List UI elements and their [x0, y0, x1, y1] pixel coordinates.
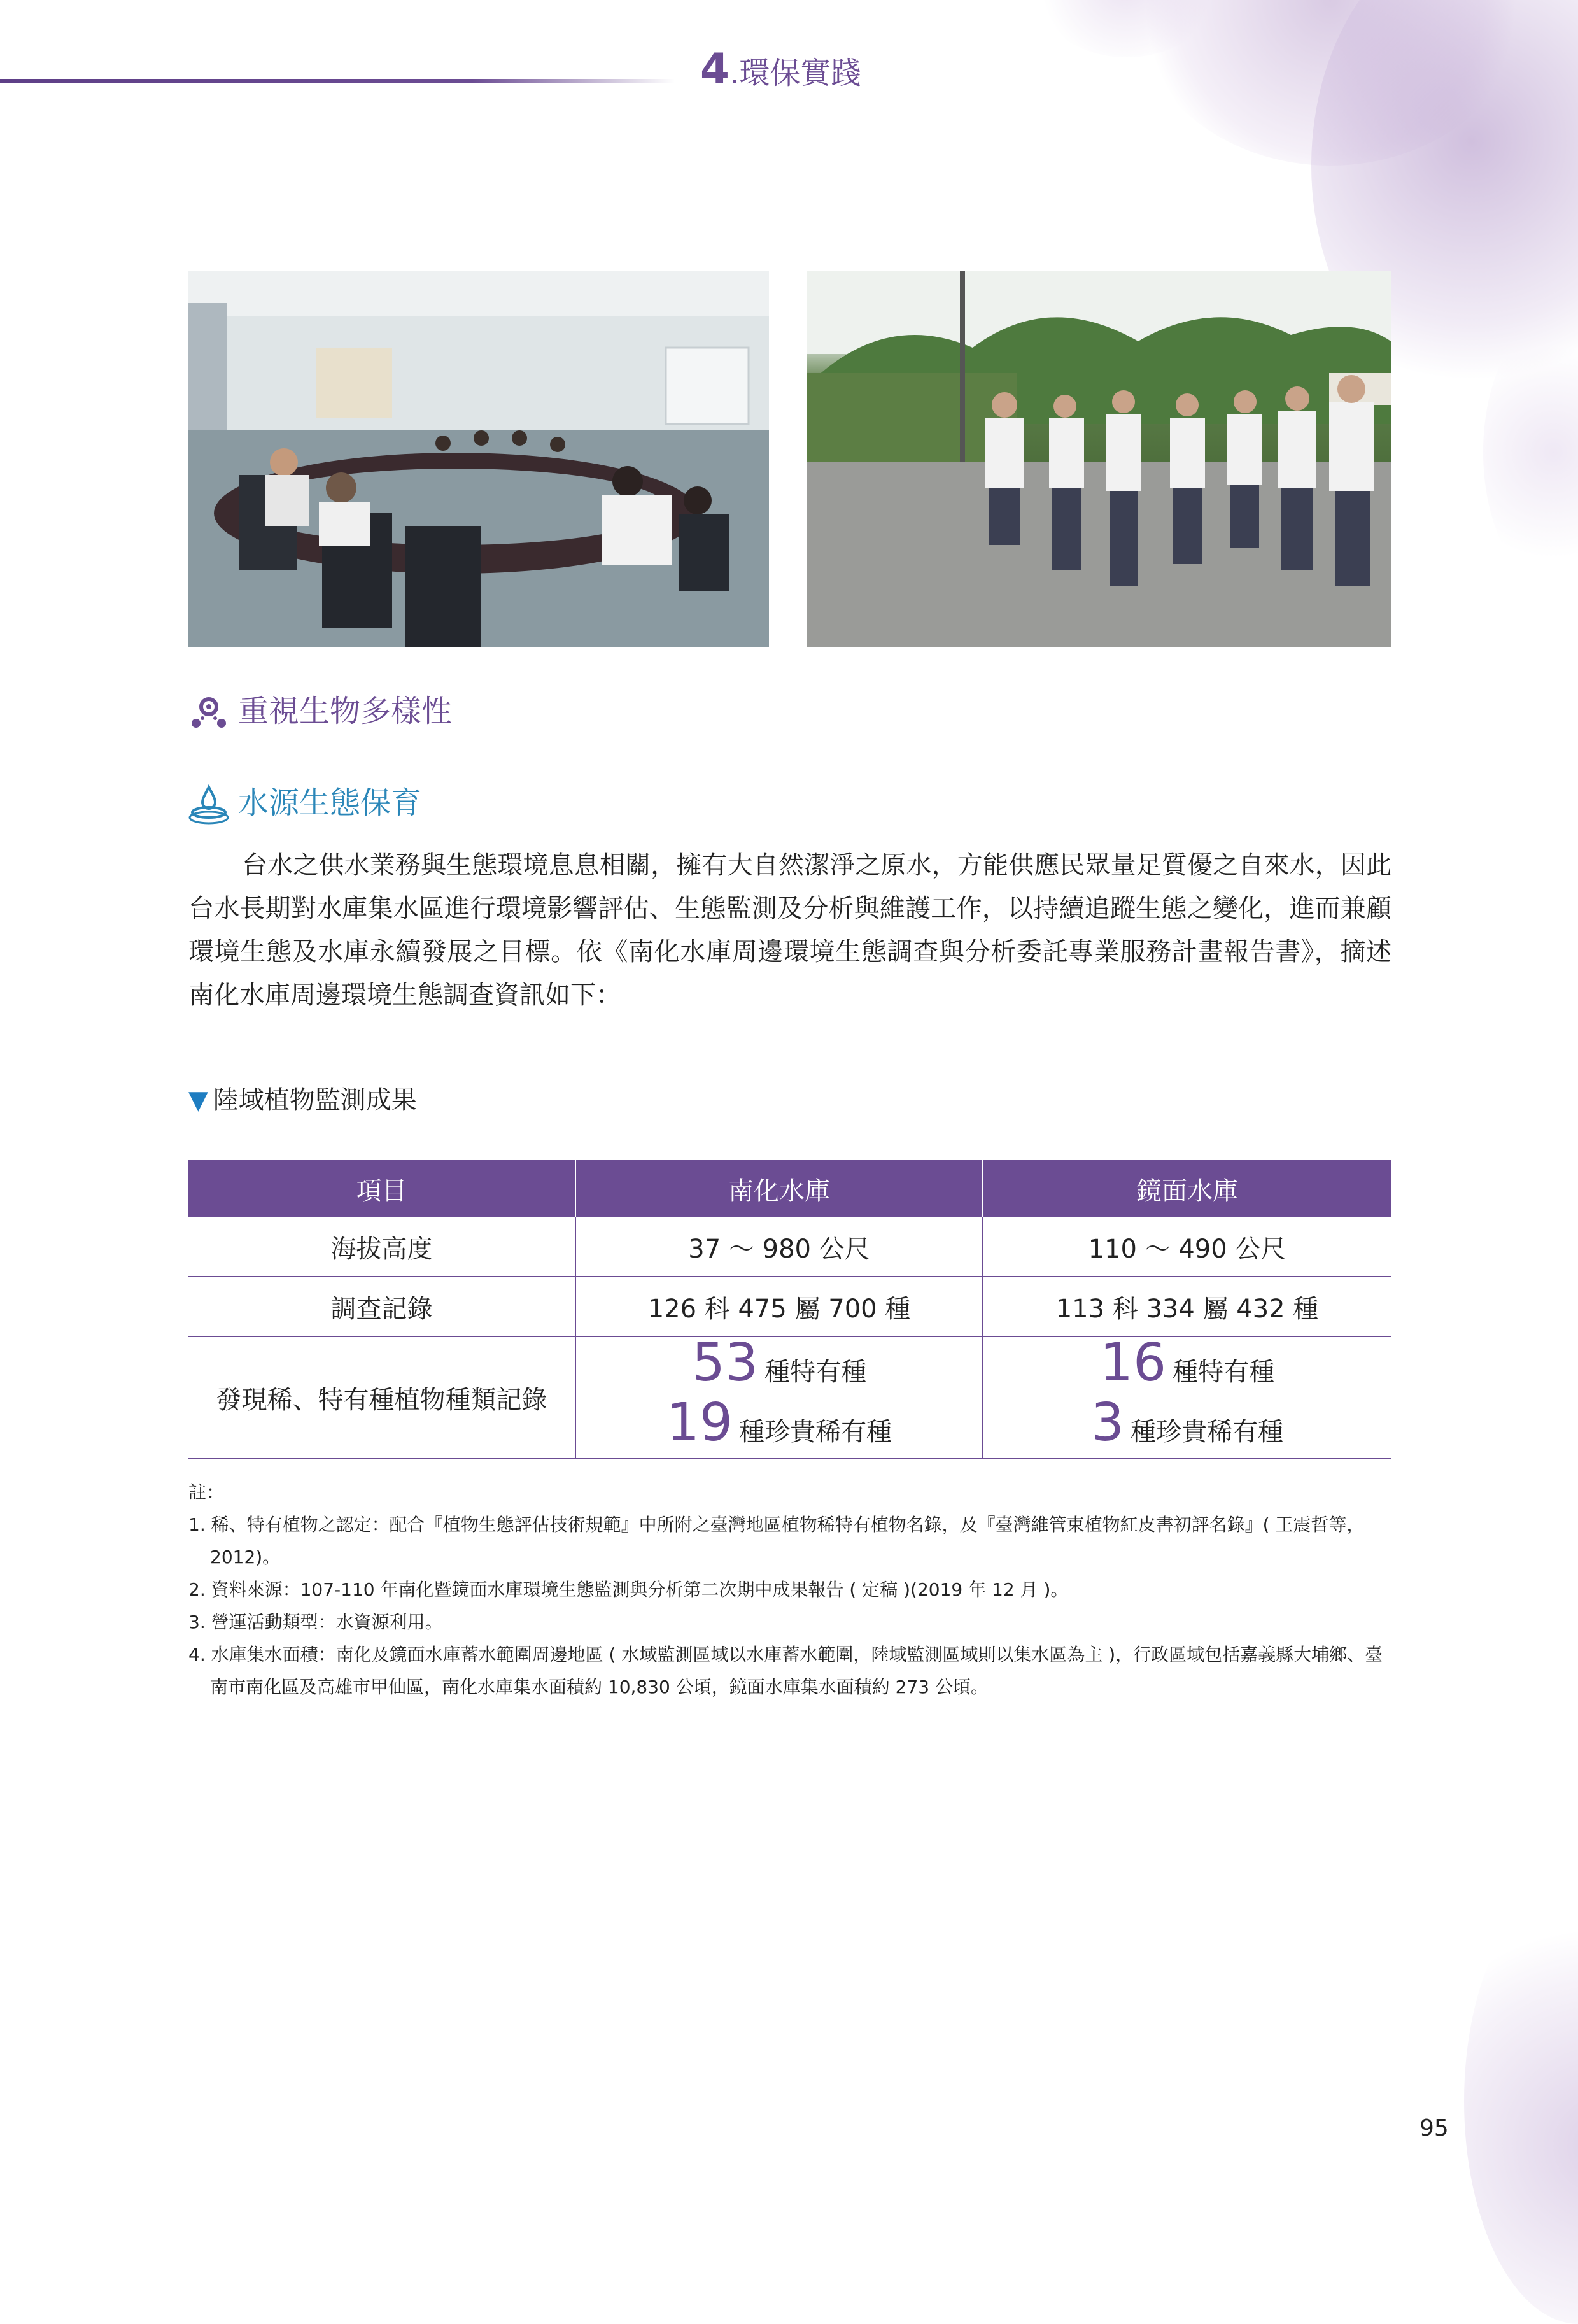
table-caption	[188, 1080, 417, 1118]
meeting-photo-illustration	[188, 271, 769, 647]
watercolor-decoration	[1483, 318, 1578, 586]
table-cell: 126 科 475 屬 700 種	[575, 1277, 983, 1336]
rare-count-line	[577, 1392, 982, 1457]
subsection-heading-text: 水源生態保育	[238, 785, 422, 821]
water-drop-icon	[188, 784, 229, 825]
table-cell	[983, 1333, 1391, 1459]
endemic-count-line	[577, 1333, 982, 1398]
endemic-count: 16	[1099, 1333, 1167, 1393]
table-row	[188, 1217, 1391, 1277]
table-header-cell: 鏡面水庫	[983, 1160, 1391, 1217]
table-cell: 113 科 334 屬 432 種	[983, 1277, 1391, 1336]
table-cell	[575, 1333, 983, 1459]
table-cell: 發現稀、特有種植物種類記錄	[188, 1336, 575, 1459]
plant-monitoring-table	[188, 1160, 1391, 1459]
table-cell: 海拔高度	[188, 1217, 575, 1277]
table-cell: 調查記錄	[188, 1277, 575, 1336]
subsection-heading	[188, 778, 421, 823]
meeting-photo	[188, 271, 769, 647]
site-visit-photo	[807, 271, 1391, 647]
body-paragraph: 台水之供水業務與生態環境息息相關，擁有大自然潔淨之原水，方能供應民眾量足質優之自來水，因此台水長期對水庫集水區進行環境影響評估、生態監測及分析與維護工作，以持續追蹤生態之變化，進而兼顧環境生態及水庫永續發展之目標。依《南化水庫周邊環境生態調查與分析委託專業服務計畫報告書》，摘述南化水庫周邊環境生態調查資訊如下：	[188, 851, 1391, 1010]
table-header-row	[188, 1160, 1391, 1217]
table-row	[188, 1336, 1391, 1459]
table-header-cell: 項目	[188, 1160, 575, 1217]
site-visit-photo-illustration	[807, 271, 1391, 647]
watercolor-decoration	[1464, 1878, 1578, 2324]
chapter-name: .環保實踐	[729, 55, 862, 91]
chapter-number: 4	[700, 45, 729, 94]
endemic-count: 53	[691, 1333, 759, 1393]
header-rule	[0, 79, 675, 83]
rare-label: 種珍貴稀有種	[739, 1417, 892, 1447]
section-heading	[188, 686, 452, 731]
triangle-marker-icon: ▼	[188, 1086, 208, 1115]
rare-label: 種珍貴稀有種	[1131, 1417, 1284, 1447]
notes-title: 註：	[188, 1482, 225, 1503]
chapter-title	[700, 45, 861, 108]
table-cell: 37 ～ 980 公尺	[575, 1217, 983, 1277]
table-cell: 110 ～ 490 公尺	[983, 1217, 1391, 1277]
rare-count: 3	[1090, 1392, 1125, 1453]
section-heading-text: 重視生物多樣性	[238, 693, 453, 729]
page-number: 95	[1419, 2115, 1449, 2141]
note-item: 3. 營運活動類型：水資源利用。	[188, 1612, 443, 1633]
watercolor-decoration	[1133, 0, 1528, 166]
notes-block	[188, 1476, 1391, 1703]
endemic-count-line	[984, 1333, 1390, 1398]
table-caption-text: 陸域植物監測成果	[213, 1086, 417, 1115]
note-item: 2. 資料來源：107-110 年南化暨鏡面水庫環境生態監測與分析第二次期中成果報告 ( 定稿 )(2019 年 12 月 )。	[188, 1579, 1069, 1600]
table-row	[188, 1277, 1391, 1336]
biodiversity-icon	[188, 693, 229, 733]
note-item: 1. 稀、特有植物之認定：配合『植物生態評估技術規範』中所附之臺灣地區植物稀特有植物名錄，及『臺灣維管束植物紅皮書初評名錄』( 王震哲等，2012)。	[188, 1514, 1365, 1568]
note-item: 4. 水庫集水面積：南化及鏡面水庫蓄水範圍周邊地區 ( 水域監測區域以水庫蓄水範圍，陸域監測區域則以集水區為主 )，行政區域包括嘉義縣大埔鄉、臺南市南化區及高雄市甲仙區，南化水庫集水面積約 10,830 公頃，鏡面水庫集水面積約 273 公頃。	[188, 1644, 1383, 1697]
rare-count: 19	[666, 1392, 733, 1453]
endemic-label: 種特有種	[764, 1357, 867, 1387]
endemic-label: 種特有種	[1173, 1357, 1275, 1387]
table-header-cell: 南化水庫	[575, 1160, 983, 1217]
rare-count-line	[984, 1392, 1390, 1457]
watercolor-decoration	[1031, 0, 1222, 57]
